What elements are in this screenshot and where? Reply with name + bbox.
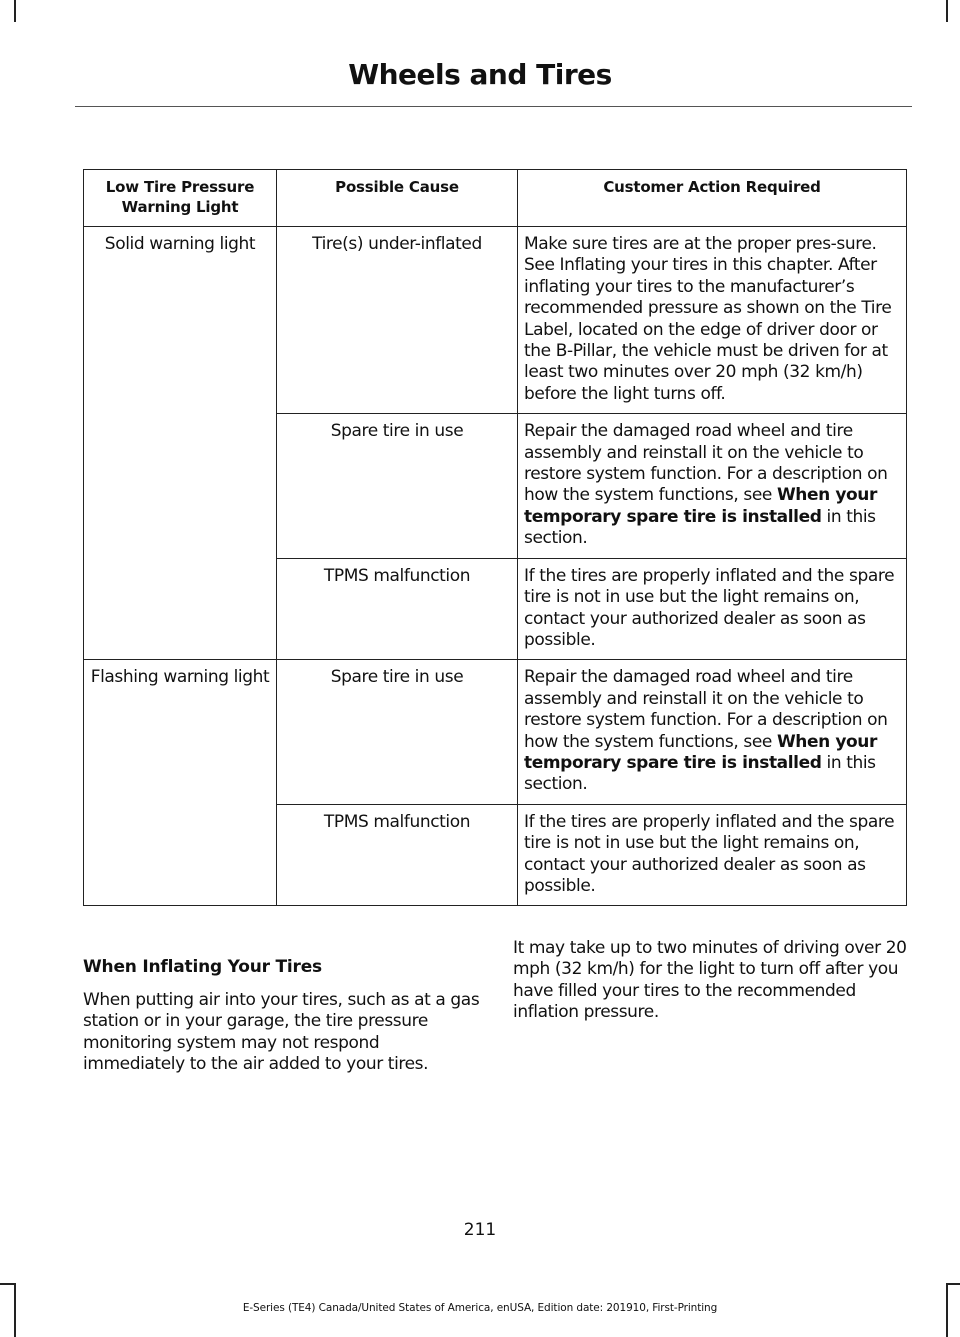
section-heading: When Inflating Your Tires [83,957,322,977]
action-cell: If the tires are properly inflated and the spare tire is not in use but the light remains on, contact your authorized dealer as soon as possible. [518,804,907,906]
cause-cell: Spare tire in use [277,660,518,804]
header-possible-cause: Possible Cause [277,170,518,227]
table-row [84,660,907,804]
left-paragraph: When putting air into your tires, such as at a gas station or in your garage, the tire pressure monitoring system may not respond immediately to the air added to your tires. [83,990,480,1075]
crop-mark-bottom-right-horizontal [946,1283,960,1285]
cross-reference-link[interactable]: When your temporary spare tire is installed [524,485,877,527]
crop-mark-top-right-vertical [946,0,948,22]
action-text: Repair the damaged road wheel and tire assembly and reinstall it on the vehicle to restore system function. For a description on how the system functions, see [524,667,888,752]
crop-mark-top-left-vertical [14,0,16,22]
action-text: Repair the damaged road wheel and tire assembly and reinstall it on the vehicle to restore system function. For a description on how the system functions, see [524,421,888,506]
cause-cell: Tire(s) under-inflated [277,227,518,414]
warning-light-cell: Solid warning light [84,227,277,660]
page-number: 211 [463,1220,497,1240]
cross-reference-link[interactable]: When your temporary spare tire is installed [524,731,877,773]
page-title: Wheels and Tires [348,58,612,91]
page-footer: E-Series (TE4) Canada/United States of America, enUSA, Edition date: 201910, First-Printing [242,1302,718,1314]
title-divider [75,106,912,107]
table-row [84,227,907,414]
action-cell: If the tires are properly inflated and the spare tire is not in use but the light remains on, contact your authorized dealer as soon as possible. [518,558,907,660]
header-warning-light: Low Tire Pressure Warning Light [84,170,277,227]
right-paragraph: It may take up to two minutes of driving over 20 mph (32 km/h) for the light to turn off after you have filled your tires to the recommended inflation pressure. [513,938,907,1023]
action-cell: Make sure tires are at the proper pres-sure. See Inflating your tires in this chapter. After inflating your tires to the manufacturer’s recommended pressure as shown on the Tire Label, located on the edge of driver door or the B-Pillar, the vehicle must be driven for at least two minutes over 20 mph (32 km/h) before the light turns off. [518,227,907,414]
action-text: in this section. [524,506,876,549]
crop-mark-bottom-left-horizontal [0,1283,15,1285]
header-customer-action: Customer Action Required [518,170,907,227]
cause-cell: TPMS malfunction [277,804,518,906]
cause-cell: Spare tire in use [277,414,518,558]
action-cell [518,660,907,804]
tpms-warning-table [83,169,907,906]
warning-light-cell: Flashing warning light [84,660,277,906]
table-header-row [84,170,907,227]
action-cell [518,414,907,558]
action-text: in this section. [524,752,876,795]
cause-cell: TPMS malfunction [277,558,518,660]
